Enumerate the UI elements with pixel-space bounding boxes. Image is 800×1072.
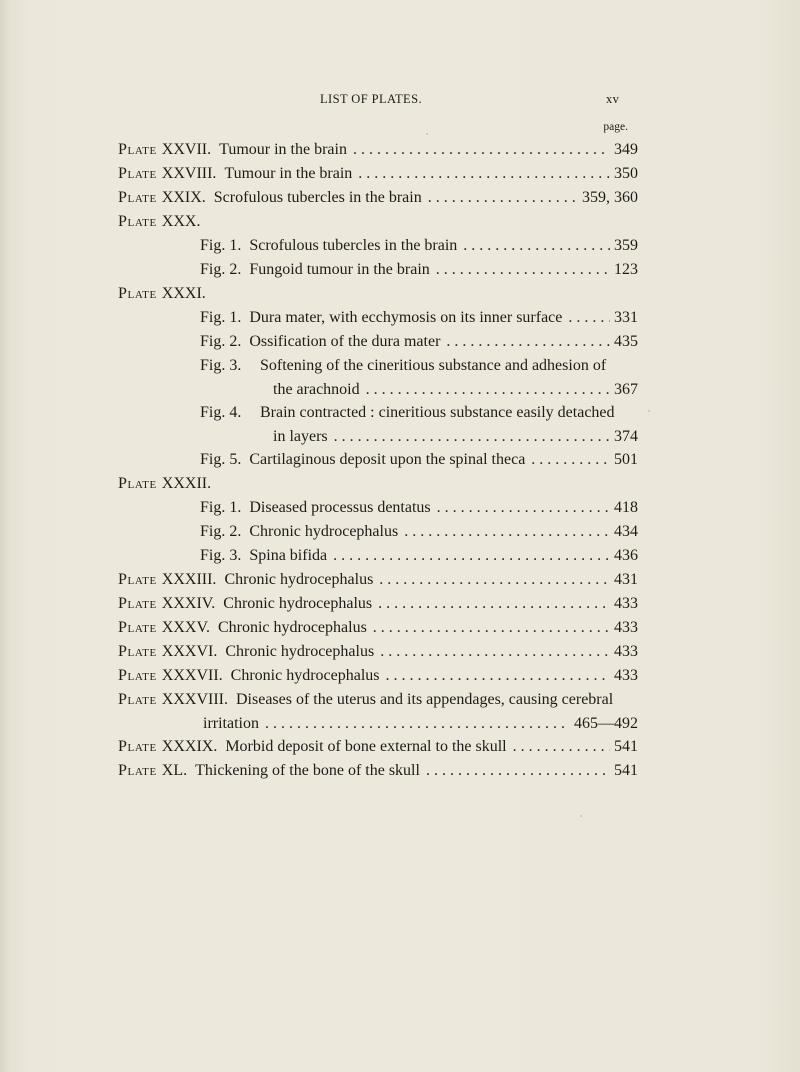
page-reference: 350 (614, 165, 638, 182)
plate-label: Plate (118, 643, 157, 660)
entry-title: Chronic hydrocephalus (249, 523, 399, 540)
dot-leader (347, 138, 610, 162)
entry-title: Cartilaginous deposit upon the spinal theca (249, 451, 526, 468)
plate-label: Plate (118, 738, 157, 755)
plate-number: XXX. (161, 213, 201, 230)
figure-label: Fig. 2. (200, 333, 242, 350)
entry-title: Chronic hydrocephalus (217, 619, 367, 636)
toc-entry-cont2 (118, 712, 638, 735)
plate-number: XL. (161, 762, 188, 779)
entry-title: Morbid deposit of bone external to the skull (225, 738, 507, 755)
toc-entry-plate (118, 664, 638, 688)
page-column-heading: page. (603, 121, 628, 133)
toc-entry-plate (118, 616, 638, 640)
plate-number: XXXI. (161, 285, 206, 302)
dot-leader (420, 759, 610, 783)
plate-number: XXXIV. (161, 595, 216, 612)
toc-entry-plate (118, 592, 638, 616)
page-reference: 433 (614, 619, 638, 636)
page-reference: 436 (614, 547, 638, 564)
toc-entry-cont (118, 425, 638, 448)
plate-label: Plate (118, 762, 157, 779)
entry-title: Scrofulous tubercles in the brain (213, 189, 422, 206)
figure-label: Fig. 2. (200, 523, 242, 540)
plate-number: XXXV. (161, 619, 210, 636)
page-reference: 374 (614, 428, 638, 445)
entry-title: Spina bifida (249, 547, 328, 564)
toc-entry-plate (118, 640, 638, 664)
page-reference: 418 (614, 499, 638, 516)
entry-title: Tumour in the brain (224, 165, 353, 182)
entry-title: Dura mater, with ecchymosis on its inner surface (249, 309, 563, 326)
page-reference: 541 (614, 762, 638, 779)
dot-leader (328, 425, 610, 448)
entry-title: Tumour in the brain (219, 141, 347, 158)
toc-entry-plate (118, 688, 638, 712)
page-reference: 331 (614, 309, 638, 326)
plate-number: XXVII. (161, 141, 212, 158)
toc-entry-fig (118, 520, 638, 544)
dot-leader (380, 664, 610, 688)
toc-entry-fig (118, 401, 638, 425)
entry-title: Chronic hydrocephalus (230, 667, 380, 684)
figure-label: Fig. 1. (200, 309, 242, 326)
toc-entry-plate (118, 162, 638, 186)
plate-label: Plate (118, 141, 157, 158)
page-reference: 501 (614, 451, 638, 468)
plate-number: XXIX. (161, 189, 206, 206)
entry-title: Ossification of the dura mater (249, 333, 441, 350)
plate-number: XXXIX. (161, 738, 218, 755)
dot-leader (440, 330, 610, 354)
list-of-plates (118, 138, 638, 783)
plate-label: Plate (118, 691, 157, 708)
dot-leader (367, 616, 610, 640)
figure-label: Fig. 4. (200, 404, 242, 421)
page-number: xv (606, 92, 620, 106)
toc-entry-fig (118, 234, 638, 258)
entry-title: Chronic hydrocephalus (223, 595, 373, 612)
figure-label: Fig. 1. (200, 237, 242, 254)
toc-entry-plate (118, 210, 638, 234)
toc-entry-fig (118, 448, 638, 472)
entry-title-continued: irritation (203, 715, 259, 732)
page-reference: 435 (614, 333, 638, 350)
plate-number: XXXVII. (161, 667, 223, 684)
plate-label: Plate (118, 595, 157, 612)
page-reference: 367 (614, 381, 638, 398)
plate-label: Plate (118, 667, 157, 684)
toc-entry-plate (118, 186, 638, 210)
entry-title: Thickening of the bone of the skull (195, 762, 420, 779)
toc-entry-fig (118, 496, 638, 520)
dot-leader (525, 448, 610, 472)
entry-title: Fungoid tumour in the brain (249, 261, 430, 278)
page-reference: 349 (614, 141, 638, 158)
entry-title: Diseases of the uterus and its appendages, causing cerebral (235, 691, 614, 708)
page-reference: 465—492 (574, 715, 638, 732)
plate-number: XXXVI. (161, 643, 218, 660)
entry-title: Scrofulous tubercles in the brain (249, 237, 458, 254)
paper-speck (426, 133, 428, 135)
toc-entry-plate (118, 759, 638, 783)
plate-number: XXXII. (161, 475, 212, 492)
toc-entry-fig (118, 330, 638, 354)
figure-label: Fig. 3. (200, 547, 242, 564)
dot-leader (398, 520, 610, 544)
toc-entry-plate (118, 282, 638, 306)
entry-title-continued: the arachnoid (273, 381, 360, 398)
toc-entry-plate (118, 568, 638, 592)
dot-leader (507, 735, 610, 759)
dot-leader (372, 592, 610, 616)
page-reference: 434 (614, 523, 638, 540)
figure-label: Fig. 3. (200, 357, 242, 374)
dot-leader (431, 496, 610, 520)
dot-leader (422, 186, 578, 210)
page-reference: 433 (614, 595, 638, 612)
entry-title: Softening of the cineritious substance and adhesion of (260, 357, 607, 374)
plate-number: XXXVIII. (161, 691, 228, 708)
dot-leader (374, 640, 610, 664)
plate-label: Plate (118, 619, 157, 636)
toc-entry-plate (118, 138, 638, 162)
toc-entry-fig (118, 306, 638, 330)
entry-title: Brain contracted : cineritious substance easily detached (260, 404, 615, 421)
dot-leader (373, 568, 610, 592)
page-reference: 123 (614, 261, 638, 278)
toc-entry-plate (118, 472, 638, 496)
page-reference: 433 (614, 643, 638, 660)
page-reference: 359 (614, 237, 638, 254)
toc-entry-fig (118, 354, 638, 378)
plate-label: Plate (118, 165, 157, 182)
dot-leader (562, 306, 610, 330)
paper-speck (396, 270, 397, 273)
dot-leader (259, 712, 570, 735)
plate-label: Plate (118, 571, 157, 588)
figure-label: Fig. 1. (200, 499, 242, 516)
plate-number: XXVIII. (161, 165, 217, 182)
plate-label: Plate (118, 189, 157, 206)
toc-entry-fig (118, 544, 638, 568)
figure-label: Fig. 5. (200, 451, 242, 468)
plate-label: Plate (118, 285, 157, 302)
entry-title: Diseased processus dentatus (249, 499, 431, 516)
toc-entry-plate (118, 735, 638, 759)
dot-leader (430, 258, 610, 282)
entry-title: Chronic hydrocephalus (225, 643, 375, 660)
plate-label: Plate (118, 475, 157, 492)
entry-title-continued: in layers (273, 428, 328, 445)
page-reference: 431 (614, 571, 638, 588)
plate-label: Plate (118, 213, 157, 230)
paper-speck (648, 410, 650, 412)
paper-speck (580, 815, 582, 817)
running-head: LIST OF PLATES. (320, 92, 422, 106)
dot-leader (360, 378, 610, 401)
page-reference: 433 (614, 667, 638, 684)
toc-entry-fig (118, 258, 638, 282)
page-reference: 359, 360 (582, 189, 638, 206)
dot-leader (457, 234, 610, 258)
plate-number: XXXIII. (161, 571, 217, 588)
dot-leader (327, 544, 610, 568)
toc-entry-cont (118, 378, 638, 401)
page-reference: 541 (614, 738, 638, 755)
figure-label: Fig. 2. (200, 261, 242, 278)
entry-title: Chronic hydrocephalus (224, 571, 374, 588)
dot-leader (352, 162, 610, 186)
